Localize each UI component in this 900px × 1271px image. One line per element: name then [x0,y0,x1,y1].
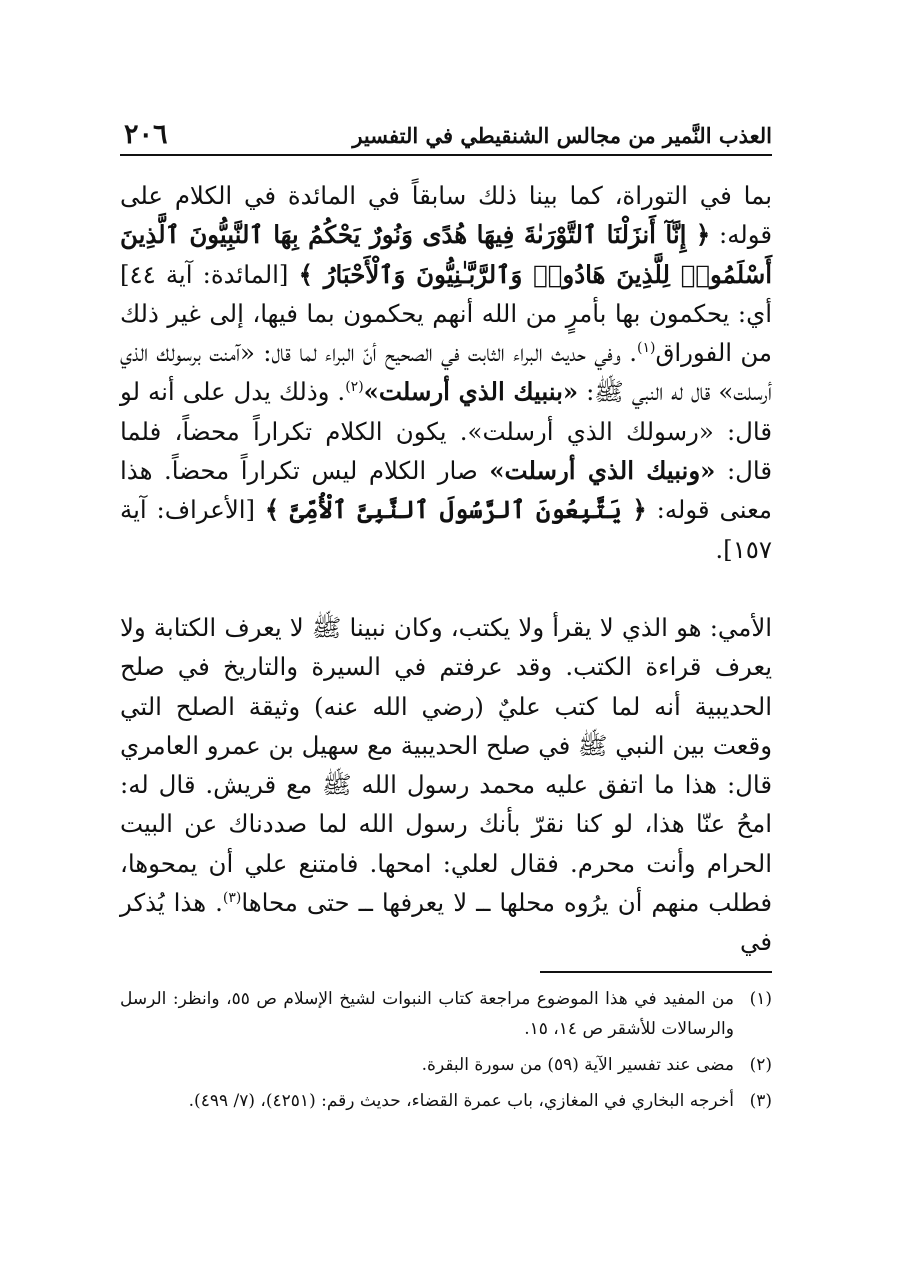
footnote-number: (١) [749,989,772,1009]
footnote [120,1086,772,1116]
text-segment: . وفي حديث البراء الثابت في الصحيح أنّ البراء لما قال: «آمنت برسولك الذي أرسلت» قال له النبي ﷺ: [120,338,772,407]
text-segment: الأمي: هو الذي لا يقرأ ولا يكتب، وكان نبينا ﷺ لا يعرف الكتابة ولا يعرف قراءة الكتب. وقد عرفتم في السيرة والتاريخ في صلح الحديبية أنه لما كتب عليٌ (رضي الله عنه) وثيقة الصلح التي وقعت بين النبي ﷺ في صلح الحديبية مع سهيل بن عمرو العامري قال: هذا ما اتفق عليه محمد رسول الله ﷺ مع قريش. قال له: امحُ عنّا هذا، لو كنا نقرّ بأنك رسول الله لما صددناك عن البيت الحرام وأنت محرم. فقال لعلي: امحها. فامتنع علي أن يمحوها، فطلب منهم أن يرُوه محلها ــ لا يعرفها ــ حتى محاها [120,612,772,918]
footnote-text: مضى عند تفسير الآية (٥٩) من سورة البقرة. [421,1055,734,1075]
footnote-text: من المفيد في هذا الموضوع مراجعة كتاب النبوات لشيخ الإسلام ص ٥٥، وانظر: الرسل والرسالات للأشقر ص ١٤، ١٥. [120,989,734,1039]
paragraph-ummi [120,608,772,962]
footnotes [120,984,772,1122]
running-title: العذب النَّمير من مجالس الشنقيطي في التفسير [352,123,772,148]
footnote-number: (٣) [749,1091,772,1111]
text-segment: . وذلك يدل على أنه لو قال: «رسولك الذي أرسلت». يكون الكلام تكراراً محضاً، فلما قال: [120,377,772,486]
main-text [120,176,772,962]
footnote [120,984,772,1044]
footnote-ref: (١) [636,340,656,357]
footnote-ref: (٣) [222,889,242,906]
footnote-text: أخرجه البخاري في المغازي، باب عمرة القضاء، حديث رقم: (٤٢٥١)، (٧/ ٤٩٩). [188,1091,734,1111]
page-header [120,110,772,156]
text-segment: . هذا يُذكر في [120,888,772,957]
text-segment: [الأعراف: آية ١٥٧]. [120,495,772,564]
page-number: ٢٠٦ [124,119,168,150]
paragraph-tafsir [120,176,772,569]
text-segment: [المائدة: آية ٤٤] أي: يحكمون بها بأمرٍ من الله أنهم يحكمون بما فيها، إلى غير ذلك من الفوراق [120,259,772,368]
hadith-quote: «بنبيك الذي أرسلت» [363,377,579,407]
text-segment: بما في التوراة، كما بينا ذلك سابقاً في المائدة في الكلام على قوله: [120,181,772,250]
footnote-separator [540,971,772,973]
quran-verse-araf: ﴿ يَتَّبِعُونَ ٱلرَّسُولَ ٱلنَّبِىَّ ٱلْأُمِّىَّ ﴾ [264,495,647,525]
book-page [120,0,772,1271]
text-segment: صار الكلام ليس تكراراً محضاً. هذا معنى قوله: [120,456,772,525]
hadith-quote: «ونبيك الذي أرسلت» [489,456,716,486]
quran-verse-maidah: ﴿ إِنَّآ أَنزَلْنَا ٱلتَّوْرَىٰةَ فِيهَا هُدًى وَنُورٌ يَحْكُمُ بِهَا ٱلنَّبِيُّونَ ٱلَّذِينَ أَسْلَمُوا۟ لِلَّذِينَ هَادُوا۟ وَٱلرَّبَّـٰنِيُّونَ وَٱلْأَحْبَارُ ﴾ [120,220,772,289]
footnote-ref: (٢) [345,379,364,396]
footnote-number: (٢) [749,1055,772,1075]
footnote [120,1050,772,1080]
